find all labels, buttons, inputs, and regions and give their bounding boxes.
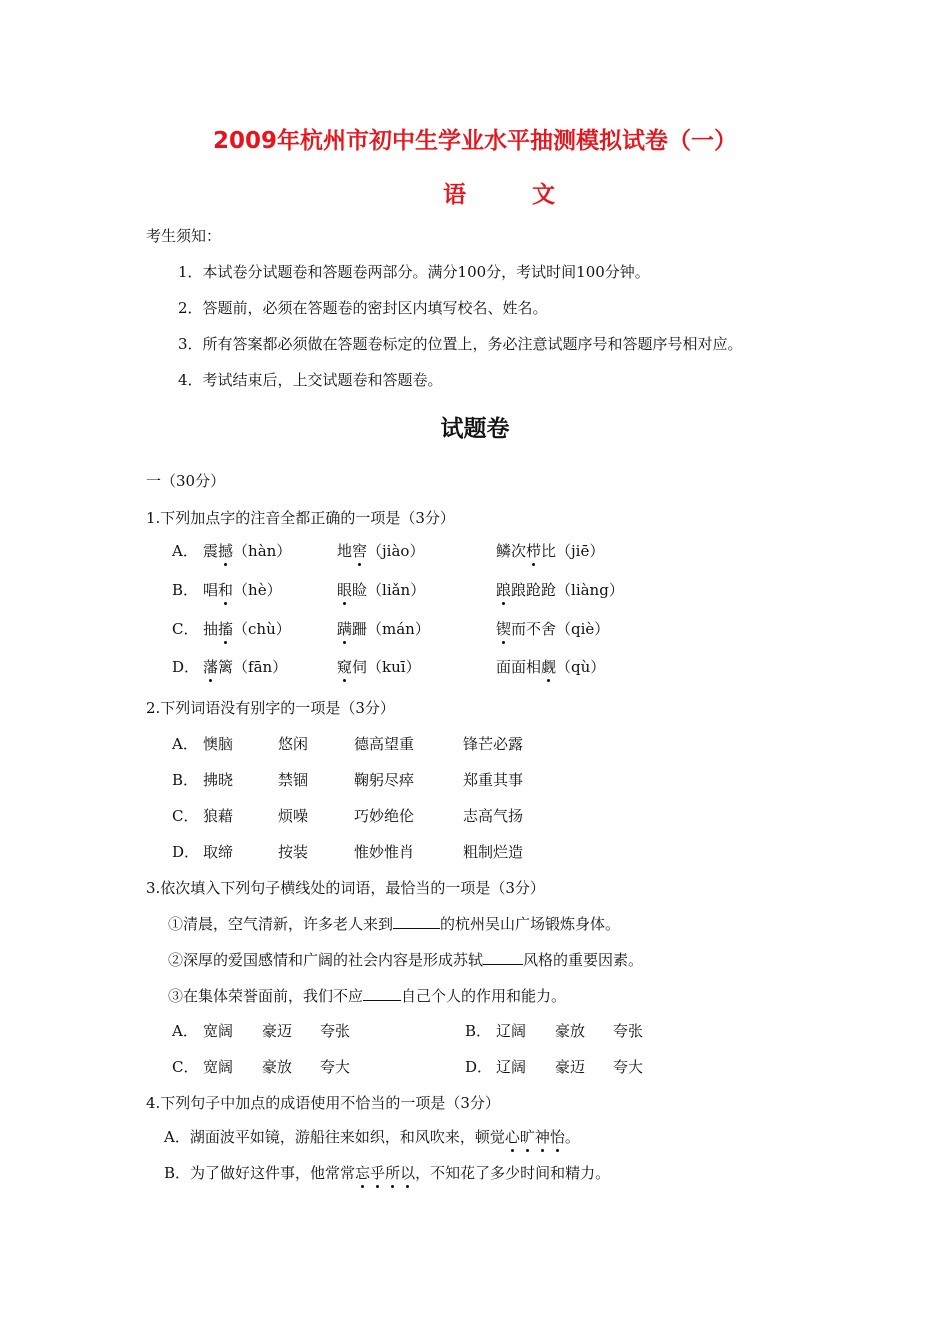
option-word: 锋芒必露	[463, 735, 524, 753]
option-cell: 震撼（hàn）	[203, 542, 292, 560]
option-word: 宽阔	[203, 1022, 234, 1040]
option-word: 鞠躬尽瘁	[354, 771, 415, 789]
option-label: B．	[465, 1022, 492, 1040]
notice-item: 3．所有答案都必须做在答题卷标定的位置上，务必注意试题序号和答题序号相对应。	[178, 335, 743, 353]
dotted-char: 撼	[218, 542, 234, 560]
dotted-char: 藩	[203, 658, 219, 676]
option-word: 德高望重	[354, 735, 415, 753]
question-4-option-a: A．湖面波平如镜，游船往来如织，和风吹来，顿觉心旷神怡。	[164, 1128, 580, 1146]
subject-char-2: 文	[532, 182, 555, 208]
notice-item: 2．答题前，必须在答题卷的密封区内填写校名、姓名。	[178, 299, 548, 317]
option-word: 夸大	[320, 1058, 351, 1076]
dotted-char: 窖	[352, 542, 368, 560]
option-label: B．	[172, 771, 199, 789]
option-label: C．	[172, 1058, 199, 1076]
question-2-stem: 2.下列词语没有别字的一项是（3分）	[146, 699, 395, 717]
dotted-idiom	[505, 1128, 565, 1146]
fill-blank	[393, 914, 440, 929]
option-word: 烦噪	[278, 807, 309, 825]
option-word: 辽阔	[496, 1058, 527, 1076]
dotted-char: 忘	[355, 1164, 371, 1182]
option-label: D．	[465, 1058, 493, 1076]
option-word: 志高气扬	[463, 807, 524, 825]
option-label: C．	[172, 807, 199, 825]
option-label: A．	[172, 1022, 198, 1040]
option-cell: 抽搐（chù）	[203, 620, 291, 638]
option-cell: 地窖（jiào）	[337, 542, 425, 560]
option-word: 拂晓	[203, 771, 234, 789]
option-word: 粗制烂造	[463, 843, 524, 861]
option-cell: 踉踉跄跄（liàng）	[496, 581, 624, 599]
option-cell: 锲而不舍（qiè）	[496, 620, 610, 638]
dotted-char: 蹒	[337, 620, 353, 638]
option-label: D．	[172, 658, 200, 676]
dotted-char: 旷	[519, 1128, 535, 1146]
option-cell: 藩篱（fān）	[203, 658, 288, 676]
dotted-char: 乎	[370, 1164, 386, 1182]
question-4-stem: 4.下列句子中加点的成语使用不恰当的一项是（3分）	[146, 1094, 500, 1112]
sentence-1: ①清晨，空气清新，许多老人来到 的杭州吴山广场锻炼身体。	[168, 915, 621, 933]
option-word: 豪放	[555, 1022, 586, 1040]
dotted-char: 以	[400, 1164, 416, 1182]
option-cell: 鳞次栉比（jiē）	[496, 542, 605, 560]
option-word: 夸张	[613, 1022, 644, 1040]
dotted-char: 怡	[549, 1128, 565, 1146]
dotted-char: 觑	[541, 658, 557, 676]
option-word: 按装	[278, 843, 309, 861]
option-word: 豪放	[262, 1058, 293, 1076]
dotted-char: 栉	[526, 542, 542, 560]
exam-title: 2009年杭州市初中生学业水平抽测模拟试卷（一）	[212, 128, 737, 154]
dotted-char: 心	[504, 1128, 520, 1146]
dotted-char: 锲	[496, 620, 512, 638]
option-word: 取缔	[203, 843, 234, 861]
option-cell: 眼睑（liǎn）	[337, 581, 426, 599]
dotted-char: 窥	[337, 658, 353, 676]
option-word: 巧妙绝伦	[354, 807, 415, 825]
option-word: 辽阔	[496, 1022, 527, 1040]
subject-char-1: 语	[443, 182, 466, 208]
option-word: 悠闲	[278, 735, 309, 753]
notice-item: 4．考试结束后，上交试题卷和答题卷。	[178, 371, 443, 389]
option-label: B．	[172, 581, 199, 599]
option-word: 宽阔	[203, 1058, 234, 1076]
option-word: 豪迈	[555, 1058, 586, 1076]
option-word: 狼藉	[203, 807, 234, 825]
option-word: 郑重其事	[463, 771, 524, 789]
fill-blank	[363, 986, 401, 1001]
option-label: A．	[172, 735, 198, 753]
option-word: 豪迈	[262, 1022, 293, 1040]
option-label: A．	[172, 542, 198, 560]
section-title: 试题卷	[440, 416, 510, 442]
notice-item: 1．本试卷分试题卷和答题卷两部分。满分100分，考试时间100分钟。	[178, 263, 650, 281]
dotted-char: 神	[534, 1128, 550, 1146]
dotted-char: 和	[218, 581, 234, 599]
option-word: 夸大	[613, 1058, 644, 1076]
option-word: 夸张	[320, 1022, 351, 1040]
sentence-3: ③在集体荣誉面前，我们不应 自己个人的作用和能力。	[168, 987, 567, 1005]
option-word: 惟妙惟肖	[354, 843, 415, 861]
question-1-stem: 1.下列加点字的注音全都正确的一项是（3分）	[146, 509, 455, 527]
option-cell: 唱和（hè）	[203, 581, 282, 599]
dotted-char: 所	[385, 1164, 401, 1182]
dotted-char: 搐	[218, 620, 234, 638]
option-word: 禁锢	[278, 771, 309, 789]
option-label: C．	[172, 620, 199, 638]
notice-label: 考生须知：	[146, 227, 222, 245]
question-4-option-b: B．为了做好这件事，他常常忘乎所以，不知花了多少时间和精力。	[164, 1164, 611, 1182]
option-cell: 面面相觑（qù）	[496, 658, 606, 676]
fill-blank	[483, 950, 523, 965]
part-heading: 一（30分）	[146, 472, 226, 490]
option-word: 懊脑	[203, 735, 234, 753]
dotted-idiom	[355, 1164, 415, 1182]
option-label: D．	[172, 843, 200, 861]
sentence-2: ②深厚的爱国感情和广阔的社会内容是形成苏轼 风格的重要因素。	[168, 951, 644, 969]
dotted-char: 眼	[337, 581, 353, 599]
option-cell: 窥伺（kuī）	[337, 658, 421, 676]
question-3-stem: 3.依次填入下列句子横线处的词语，最恰当的一项是（3分）	[146, 879, 545, 897]
option-cell: 蹒跚（mán）	[337, 620, 430, 638]
dotted-char: 踉	[496, 581, 512, 599]
